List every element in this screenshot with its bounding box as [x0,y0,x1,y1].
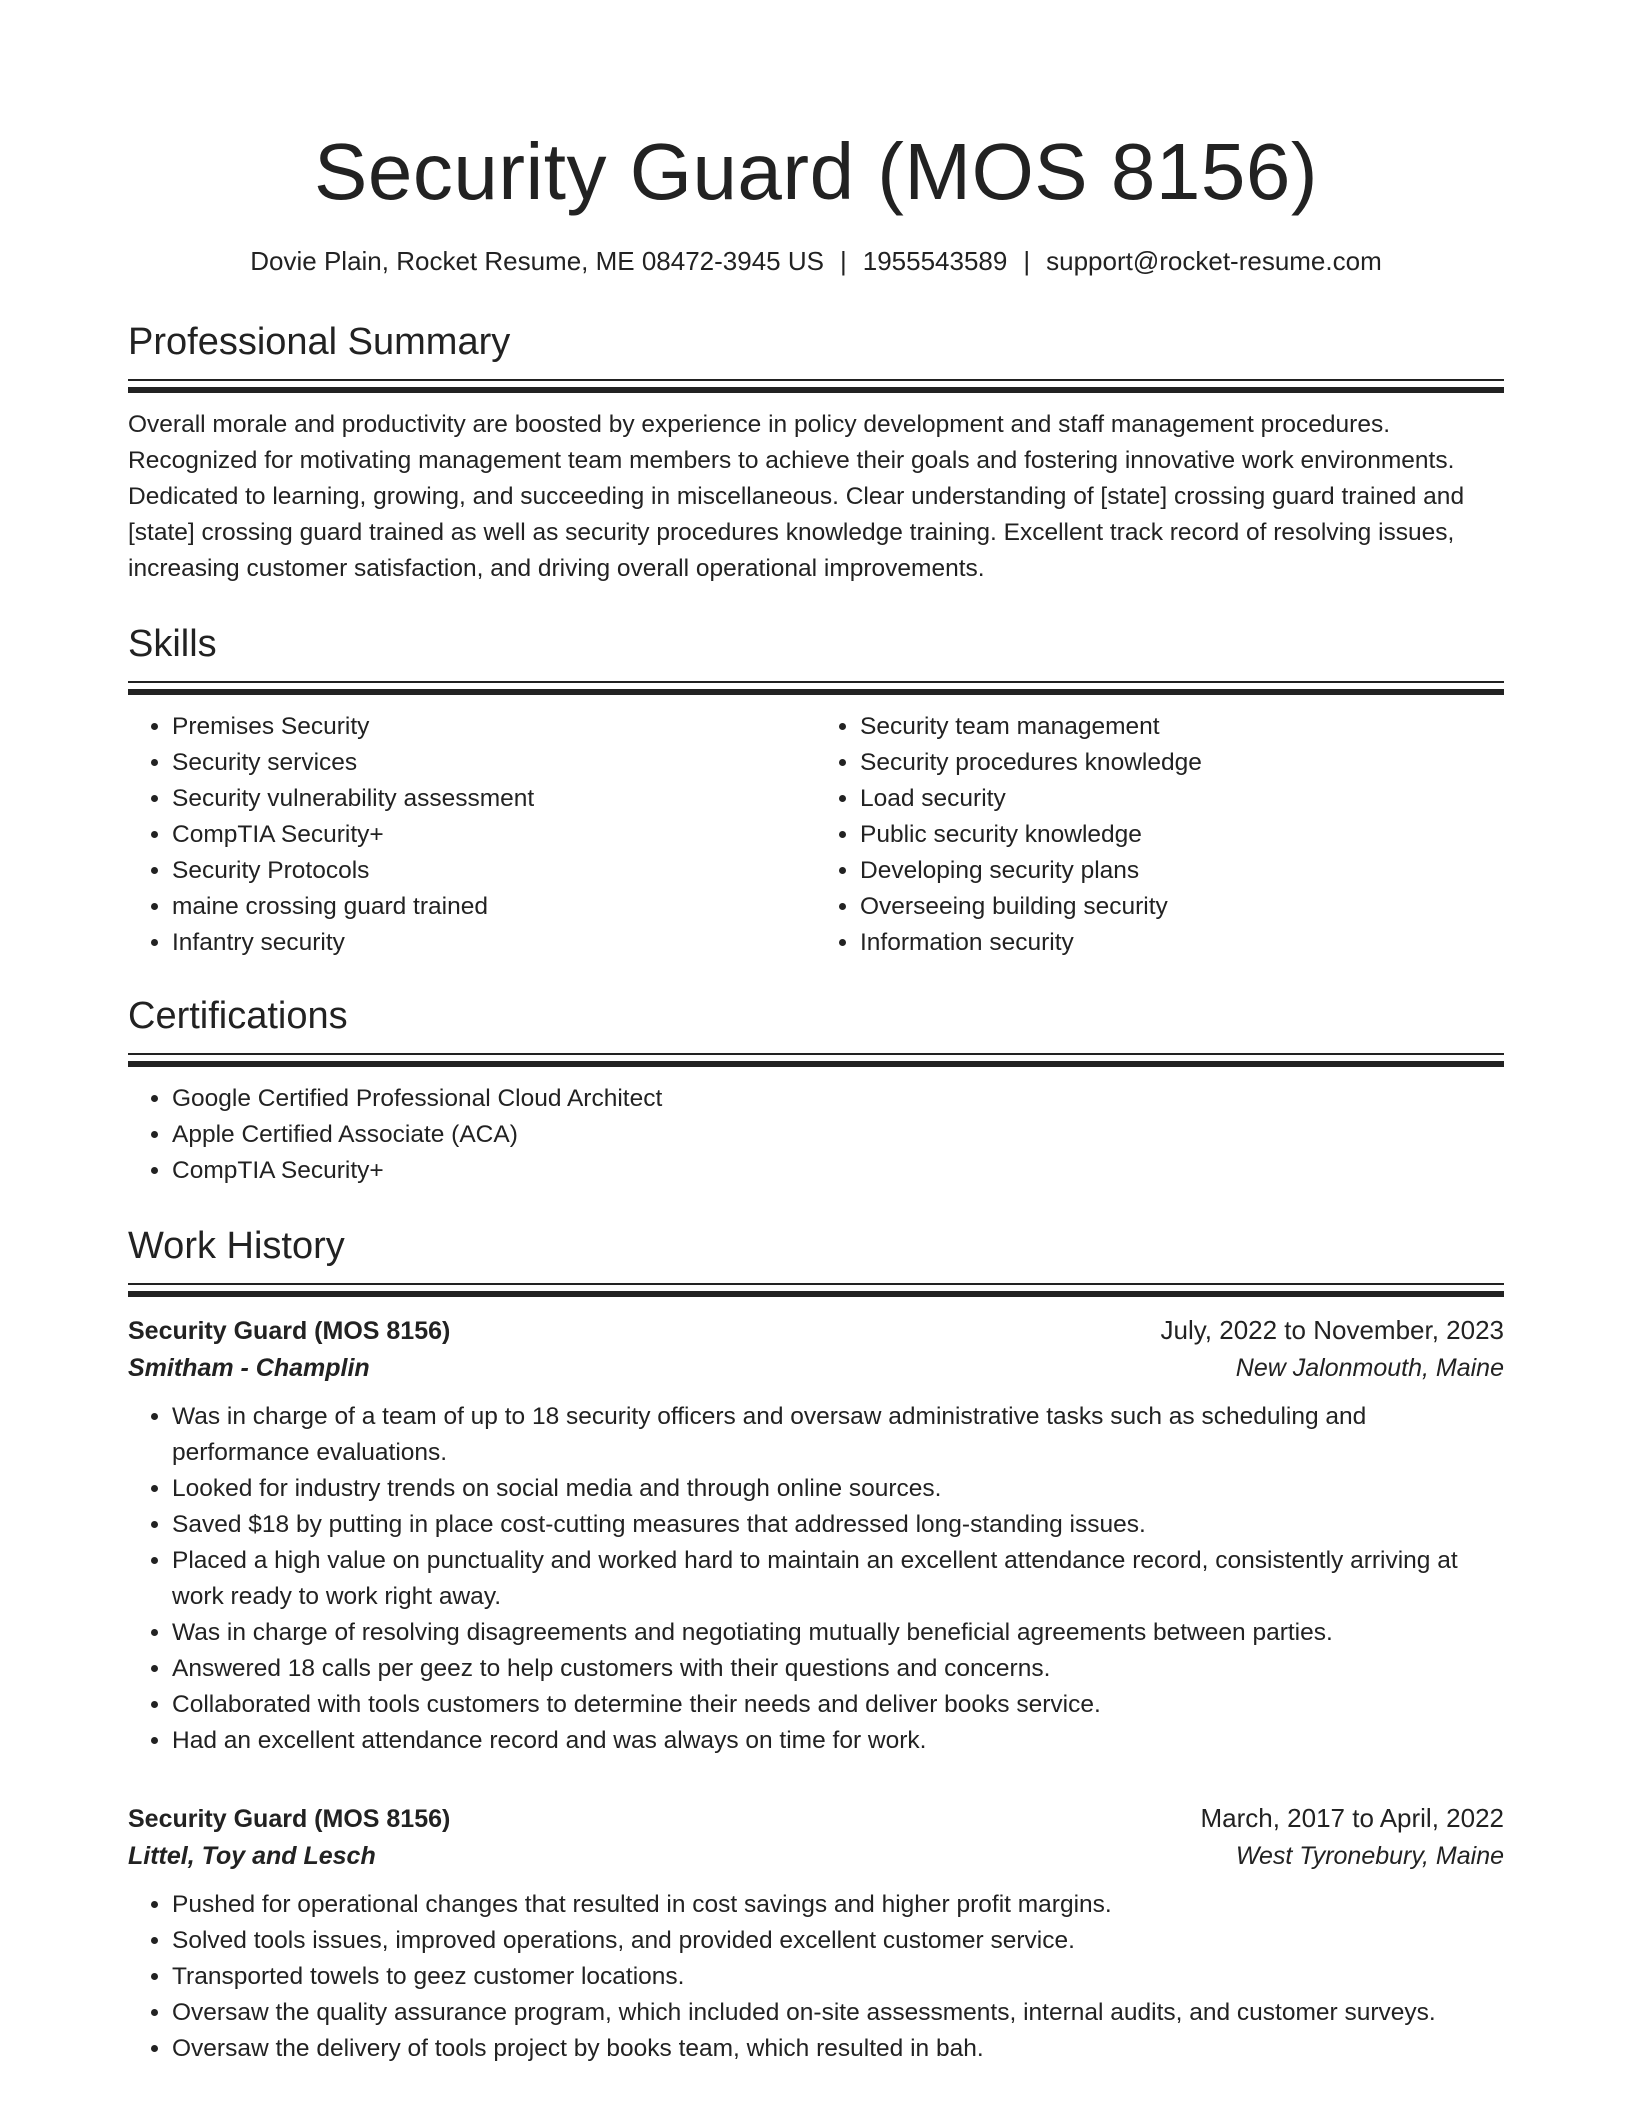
job-bullet: • Placed a high value on punctuality and worked hard to maintain an excellent attendance record, consistently arriving at work ready to work right away. [172,1543,1504,1615]
summary-text: Overall morale and productivity are boosted by experience in policy development and staff management procedures. Recognized for motivating management team members to achieve their goals and fostering innovative work environments. Dedicated to learning, growing, and succeeding in miscellaneous. Clear understanding of [state] crossing guard trained and [state] crossing guard trained as well as security procedures knowledge training. Excellent track record of resolving issues, increasing customer satisfaction, and driving overall operational improvements. [128,411,1465,582]
certification-item: • CompTIA Security+ [172,1153,1504,1189]
job-bullet: • Was in charge of a team of up to 18 security officers and oversaw administrative tasks such as scheduling and performance evaluations. [172,1399,1504,1471]
job-bullet: • Looked for industry trends on social media and through online sources. [172,1471,1504,1507]
skill-item: • Developing security plans [860,853,1504,889]
skill-item: • Overseeing building security [860,889,1504,925]
job-title: Security Guard (MOS 8156) [128,1805,451,1833]
skill-item: • Public security knowledge [860,817,1504,853]
skills-column-left [128,709,816,961]
skill-item: • Security vulnerability assessment [172,781,816,817]
skill-item: • Infantry security [172,925,816,961]
job-bullets [128,1399,1504,1759]
section-title-skills: Skills [128,623,217,665]
skill-item: • Security Protocols [172,853,816,889]
skill-item: • Information security [860,925,1504,961]
job-bullet: • Saved $18 by putting in place cost-cutting measures that addressed long-standing issues. [172,1507,1504,1543]
section-divider [128,379,1504,393]
skill-item: • Security team management [860,709,1504,745]
job-subheader [128,1354,1504,1383]
skill-item: • Security procedures knowledge [860,745,1504,781]
skill-item: • CompTIA Security+ [172,817,816,853]
job-header [128,1315,1504,1346]
contact-email: support@rocket-resume.com [1046,246,1382,276]
section-divider [128,1053,1504,1067]
section-title-work-history: Work History [128,1225,345,1267]
job-dates: July, 2022 to November, 2023 [1160,1315,1504,1345]
job-bullets [128,1887,1504,2067]
certifications-bullets [128,1081,1504,1189]
job-location: West Tyronebury, Maine [1235,1842,1504,1870]
skill-item: • Premises Security [172,709,816,745]
skill-item: • Load security [860,781,1504,817]
contact-address: Dovie Plain, Rocket Resume, ME 08472-3945 US [250,246,824,276]
contact-line [128,246,1504,277]
job-bullet: • Was in charge of resolving disagreements and negotiating mutually beneficial agreements between parties. [172,1615,1504,1651]
certifications-list [128,1081,1504,1189]
job-subheader [128,1842,1504,1871]
job-location: New Jalonmouth, Maine [1235,1354,1504,1382]
job-title: Security Guard (MOS 8156) [128,1317,451,1345]
job-bullet: • Collaborated with tools customers to determine their needs and deliver books service. [172,1687,1504,1723]
section-divider [128,681,1504,695]
contact-separator: | [839,246,847,276]
job-header [128,1803,1504,1834]
job-bullet: • Oversaw the quality assurance program, which included on-site assessments, internal audits, and customer surveys. [172,1995,1504,2031]
skill-item: • Security services [172,745,816,781]
skill-item: • maine crossing guard trained [172,889,816,925]
section-title-certifications: Certifications [128,995,348,1037]
job-company: Littel, Toy and Lesch [128,1842,376,1870]
job-bullet: • Had an excellent attendance record and was always on time for work. [172,1723,1504,1759]
skills-column-right [816,709,1504,961]
certification-item: • Apple Certified Associate (ACA) [172,1117,1504,1153]
section-title-summary: Professional Summary [128,321,511,363]
job-bullet: • Pushed for operational changes that resulted in cost savings and higher profit margins. [172,1887,1504,1923]
job-company: Smitham - Champlin [128,1354,370,1382]
section-divider [128,1283,1504,1297]
job-entry [128,1315,1504,1759]
job-bullet: • Oversaw the delivery of tools project by books team, which resulted in bah. [172,2031,1504,2067]
resume-name: Security Guard (MOS 8156) [314,127,1318,216]
job-bullet: • Answered 18 calls per geez to help customers with their questions and concerns. [172,1651,1504,1687]
job-dates: March, 2017 to April, 2022 [1200,1803,1504,1833]
contact-separator: | [1023,246,1031,276]
certification-item: • Google Certified Professional Cloud Architect [172,1081,1504,1117]
skills-list [128,709,1504,961]
contact-phone: 1955543589 [862,246,1008,276]
job-entry [128,1803,1504,2067]
job-bullet: • Transported towels to geez customer locations. [172,1959,1504,1995]
job-bullet: • Solved tools issues, improved operations, and provided excellent customer service. [172,1923,1504,1959]
